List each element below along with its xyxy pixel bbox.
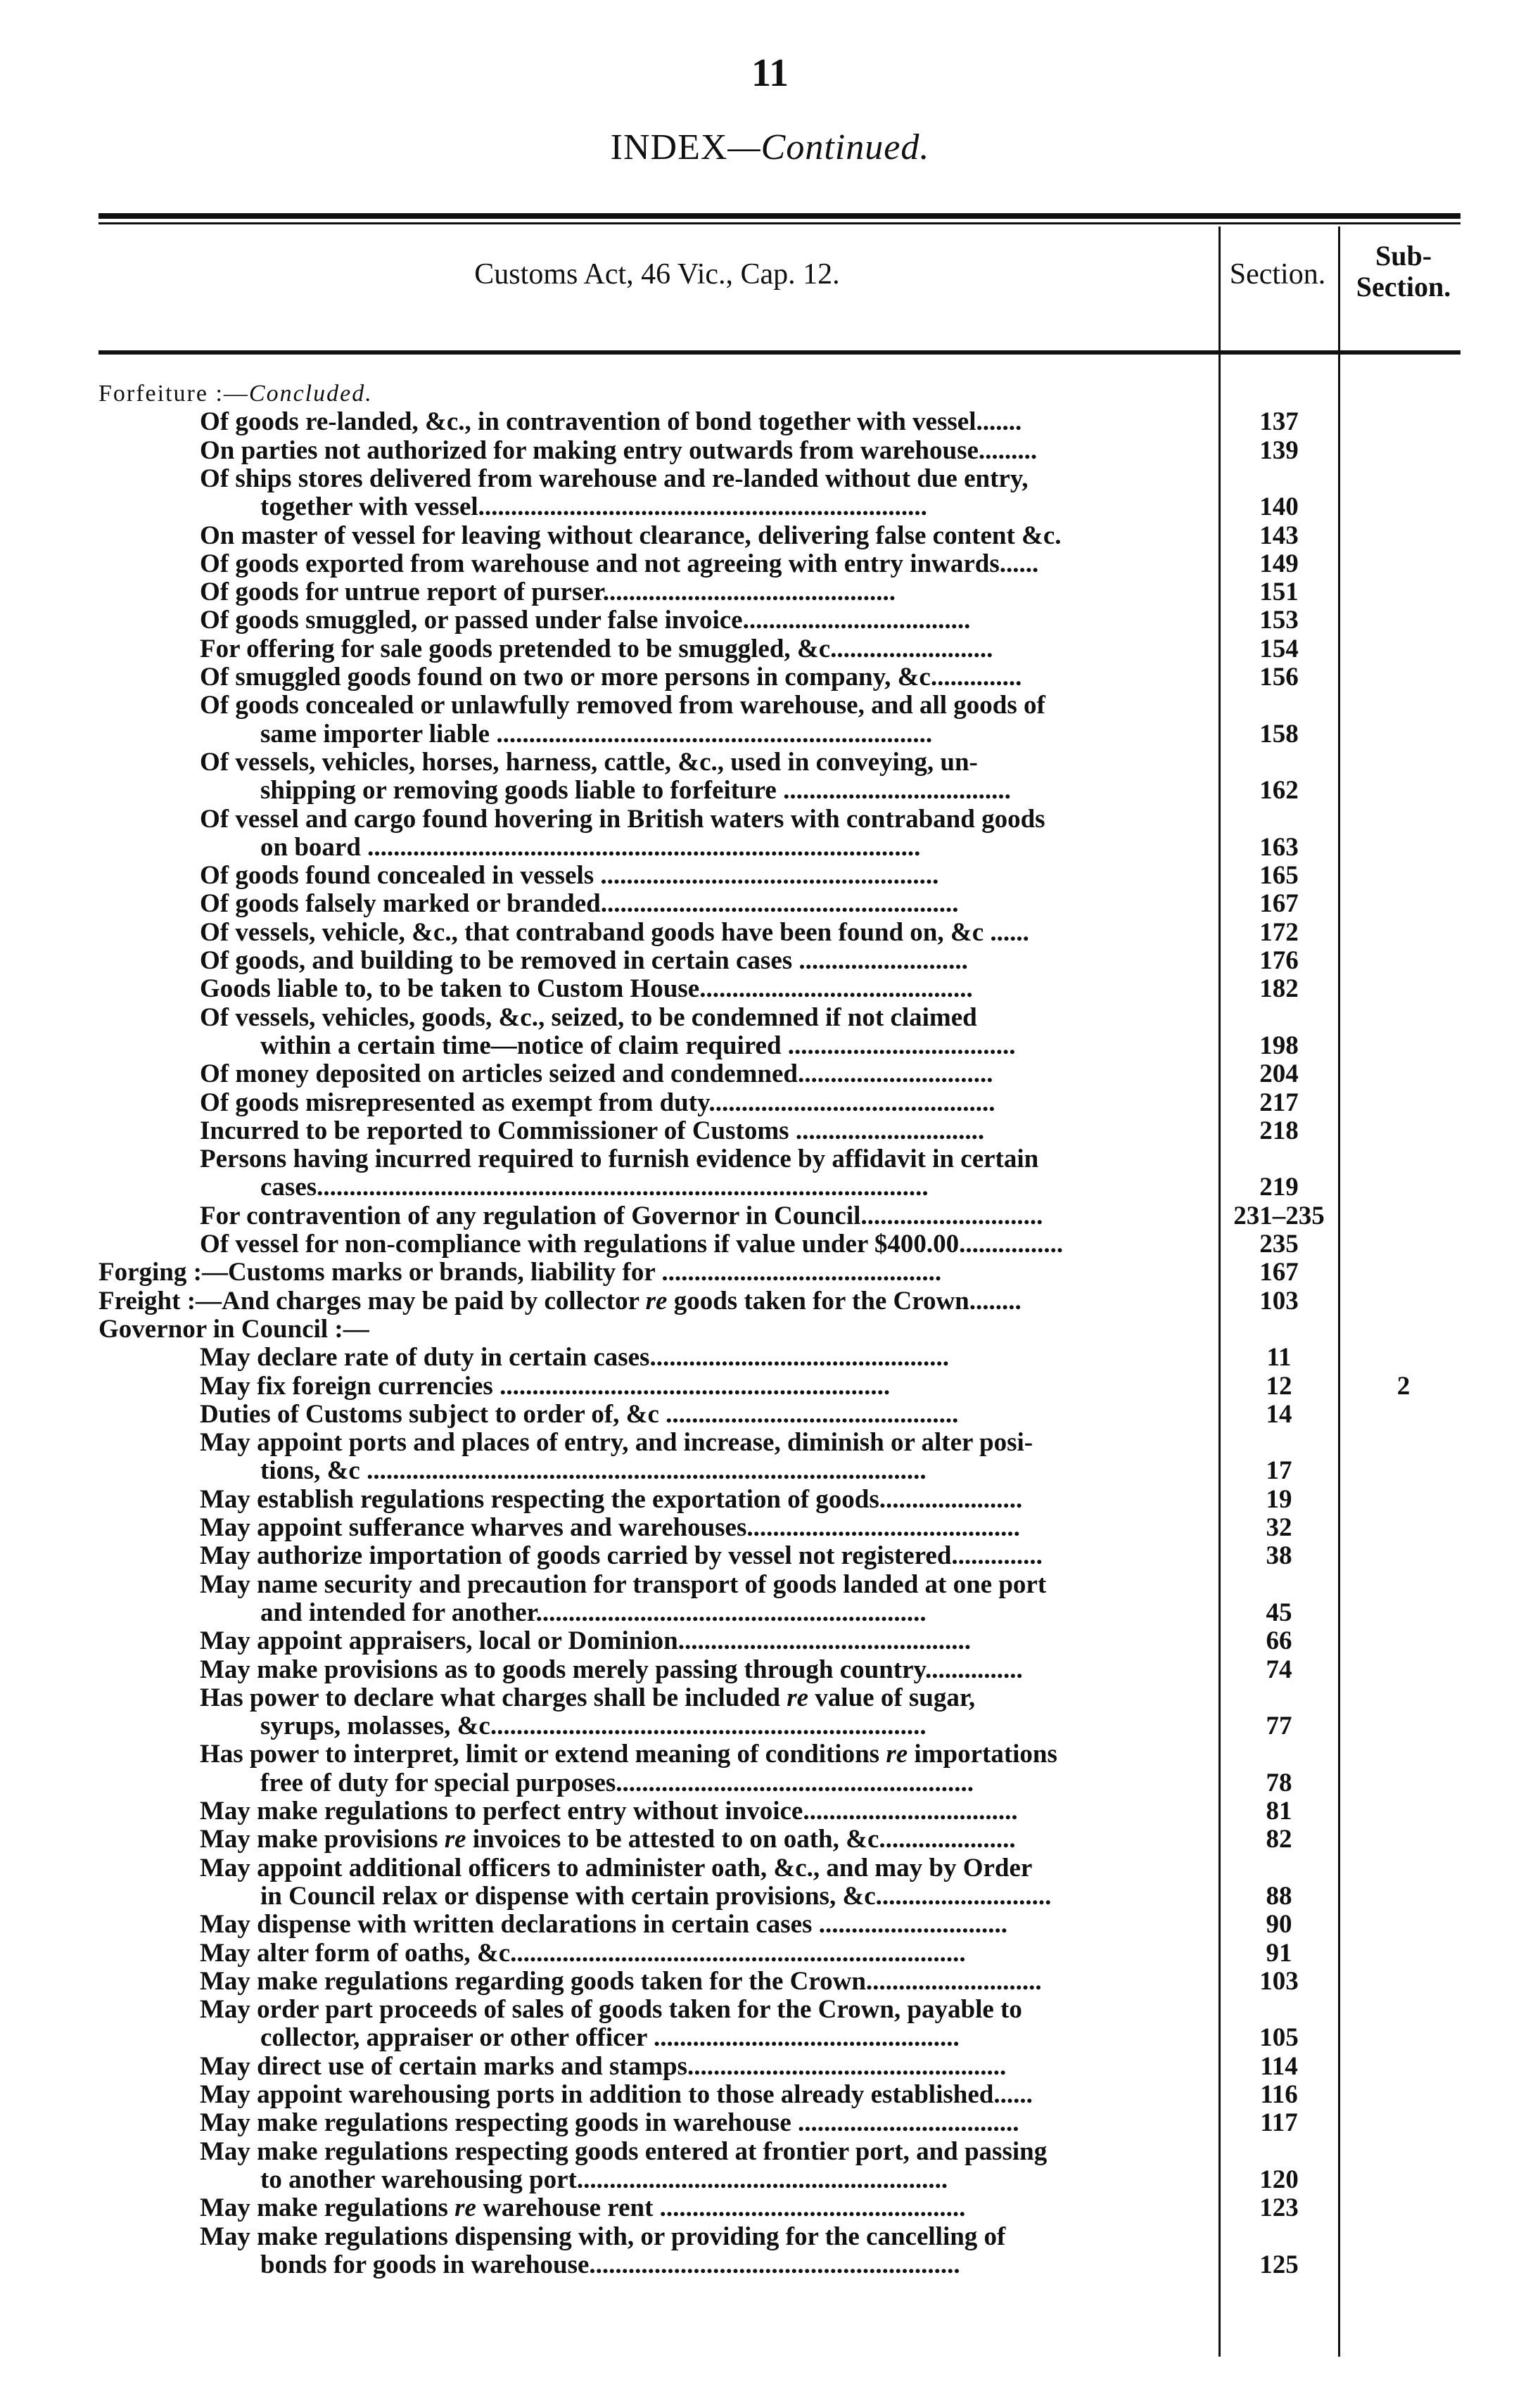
entry-text-part: Duties of Customs subject to order of, &c ............................................. [200,1401,959,1429]
entry-text-part: May appoint appraisers, local or Dominion............................................. [200,1627,971,1655]
index-entry [0,465,1540,493]
index-entry-text [200,1627,1216,1655]
index-entry-text [260,1712,1216,1740]
page-title-suffix: —Continued. [727,127,930,167]
index-entry-text [200,663,1216,692]
index-entry-text [200,550,1216,578]
section-number: 116 [1260,2080,1298,2109]
index-entry [0,1599,1540,1627]
entry-text-part: Of goods smuggled, or passed under false invoice................................... [200,606,971,635]
section-number: 45 [1266,1598,1292,1627]
page-title-main: INDEX [610,127,728,167]
index-entry [0,550,1540,578]
index-entry-text [200,1656,1216,1684]
column-header-act: Customs Act, 46 Vic., Cap. 12. [474,258,840,291]
index-entry-text [200,606,1216,635]
entry-text-part: Persons having incurred required to furnish evidence by affidavit in certain [200,1145,1039,1173]
entry-text-part: and intended for another............................................................ [260,1599,927,1627]
entry-text-part: For contravention of any regulation of Governor in Council............................ [200,1202,1043,1230]
index-entry-text [200,1542,1216,1570]
index-entry-text [200,1571,1216,1599]
entry-text-part: cases.............................................................................................. [260,1173,929,1202]
index-entry [0,834,1540,862]
entry-text-part: Of goods for untrue report of purser............................................. [200,578,896,606]
index-entry [0,2194,1540,2222]
index-entry-text [98,1315,1216,1344]
index-entry [0,1457,1540,1485]
section-number: 77 [1266,1712,1292,1740]
section-number: 154 [1259,635,1299,663]
section-number: 11 [1266,1343,1292,1372]
index-entry-text [98,1259,1216,1287]
entry-text-part: May make provisions [200,1826,445,1854]
entry-text-part: May fix foreign currencies ............................................................ [200,1372,891,1401]
entry-text-part: May appoint warehousing ports in addition to those already established...... [200,2081,1033,2109]
entry-text-part: in Council relax or dispense with certain provisions, &c........................... [260,1882,1052,1911]
index-entry-text [98,1287,1216,1315]
index-entry [0,1769,1540,1797]
section-number: 82 [1266,1825,1292,1854]
index-entry [0,437,1540,465]
index-entry-text [260,1173,1216,1202]
index-entry [0,1401,1540,1429]
entry-text-part: on board ..................................................................................... [260,834,921,862]
index-entry [0,1911,1540,1939]
entry-text-part: free of duty for special purposes....................................................... [260,1769,974,1797]
index-entry [0,919,1540,947]
index-entry [0,606,1540,635]
index-entry-text [200,1429,1216,1457]
entry-text-part: Of goods, and building to be removed in certain cases .......................... [200,947,968,975]
index-entry-text [260,1032,1216,1060]
header-bottom-rule [98,350,1461,355]
index-entry-text [200,522,1216,550]
column-header-section: Section. [1229,258,1326,291]
entry-text-part: warehouse rent ............................................... [476,2194,966,2222]
index-entry [0,1117,1540,1145]
index-entry [0,1372,1540,1401]
index-entry-text [200,1996,1216,2024]
index-entry-text [200,1740,1216,1769]
index-entry-text [260,1769,1216,1797]
section-number: 66 [1266,1626,1292,1655]
section-number: 103 [1259,1967,1299,1996]
index-entry [0,1854,1540,1882]
index-entry-text [200,1372,1216,1401]
section-number: 103 [1259,1287,1299,1315]
entry-italic-part: re [886,1740,908,1769]
entry-text-part: same importer liable ................................................................... [260,720,933,748]
entry-text-part: May name security and precaution for transport of goods landed at one port [200,1571,1047,1599]
index-entry [0,2138,1540,2166]
index-entry-text [200,805,1216,834]
index-entry-text [260,1599,1216,1627]
index-entry [0,1344,1540,1372]
index-entry [0,493,1540,521]
subsection-number: 2 [1396,1372,1411,1401]
entry-text-part: Of vessels, vehicles, horses, harness, cattle, &c., used in conveying, un- [200,748,978,777]
section-number: 167 [1259,889,1299,918]
index-entry-text [98,380,1216,408]
entry-text-part: May make regulations respecting goods in warehouse .................................. [200,2109,1019,2137]
index-entry [0,720,1540,748]
entry-text-part: Has power to interpret, limit or extend meaning of conditions [200,1740,886,1769]
section-number: 139 [1259,436,1299,465]
entry-text-part: Of vessel for non-compliance with regulations if value under $400.00................ [200,1230,1064,1259]
index-entry-text [260,1457,1216,1485]
section-number: 88 [1266,1882,1292,1911]
entry-text-part: For offering for sale goods pretended to be smuggled, &c......................... [200,635,993,663]
index-entry-text [260,2024,1216,2052]
entry-text-part: Of ships stores delivered from warehouse and re-landed without due entry, [200,465,1029,493]
section-number: 117 [1260,2108,1298,2137]
index-entry [0,1968,1540,1996]
entry-text-part: Of goods found concealed in vessels .................................................... [200,862,939,890]
entry-text-part: May appoint ports and places of entry, and increase, diminish or alter posi- [200,1429,1033,1457]
entry-text-part: to another warehousing port......................................................... [260,2166,948,2194]
subsection-label-line2: Section. [1356,271,1451,302]
section-number: 137 [1259,407,1299,436]
entry-text-part: Governor in Council :— [98,1315,369,1344]
entry-text-part: importations [908,1740,1057,1769]
section-number: 218 [1259,1116,1299,1145]
index-entry-text [200,947,1216,975]
index-entry [0,408,1540,436]
index-entry [0,2223,1540,2251]
index-entry-text [200,2223,1216,2251]
section-number: 120 [1259,2165,1299,2194]
index-entry-text [200,1854,1216,1882]
entry-text-part: bonds for goods in warehouse......................................................... [260,2251,960,2279]
index-entry-text [200,1684,1216,1712]
section-number: 172 [1259,918,1299,947]
entry-text-part: Of goods exported from warehouse and not agreeing with entry inwards...... [200,550,1039,578]
column-header-subsection [1341,241,1466,302]
index-entry [0,2166,1540,2194]
index-entry-text [200,748,1216,777]
index-entry-text [260,493,1216,521]
index-entry-text [260,720,1216,748]
index-entry [0,663,1540,692]
section-number: 162 [1259,776,1299,805]
section-number: 149 [1259,549,1299,578]
index-entry [0,1712,1540,1740]
entry-text-part: Of money deposited on articles seized and condemned.............................. [200,1060,993,1088]
index-entry [0,2024,1540,2052]
index-entry [0,1996,1540,2024]
index-entry-text [200,1004,1216,1032]
index-entry [0,1089,1540,1117]
index-entry [0,777,1540,805]
entry-text-part: May order part proceeds of sales of goods taken for the Crown, payable to [200,1996,1022,2024]
index-entry [0,1740,1540,1769]
section-number: 151 [1259,578,1299,606]
index-entry [0,748,1540,777]
index-entry [0,1514,1540,1542]
index-entry [0,2251,1540,2279]
section-number: 167 [1259,1258,1299,1287]
index-entry-text [200,1486,1216,1514]
section-number: 176 [1259,946,1299,975]
section-number: 17 [1266,1456,1292,1485]
index-entry-text [200,437,1216,465]
entry-text-part: goods taken for the Crown........ [667,1287,1022,1315]
index-entry-text [200,1344,1216,1372]
section-number: 91 [1266,1939,1292,1968]
index-entry [0,1032,1540,1060]
index-entry-text [200,578,1216,606]
index-entry-text [200,1911,1216,1939]
header-rule-thin [98,222,1461,224]
index-entry [0,1627,1540,1655]
entry-text-part: Forging :—Customs marks or brands, liability for ........................................... [98,1259,942,1287]
section-number: 153 [1259,606,1299,635]
section-number: 114 [1260,2052,1298,2081]
index-entry [0,2053,1540,2081]
entry-text-part: Of goods concealed or unlawfully removed from warehouse, and all goods of [200,692,1045,720]
index-entry [0,947,1540,975]
section-number: 74 [1266,1655,1292,1684]
section-number: 143 [1259,521,1299,550]
index-entry [0,1287,1540,1315]
index-entry-text [200,2053,1216,2081]
entry-text-part: May declare rate of duty in certain cases.............................................. [200,1344,949,1372]
section-number: 32 [1266,1513,1292,1542]
index-entry-text [200,2194,1216,2222]
index-entry [0,1145,1540,1173]
index-entry-text [200,1117,1216,1145]
index-entry [0,1004,1540,1032]
index-entry-text [200,635,1216,663]
entry-text-part: May make regulations regarding goods taken for the Crown........................... [200,1968,1042,1996]
entry-text-part: Freight :—And charges may be paid by collector [98,1287,646,1315]
index-entry [0,1230,1540,1259]
index-entry-text [200,2109,1216,2137]
index-entry [0,1429,1540,1457]
index-entry [0,890,1540,918]
entry-text-part: Forfeiture :— [98,381,249,407]
index-entry-text [200,2081,1216,2109]
index-entry [0,2109,1540,2137]
index-entry-text [260,777,1216,805]
entry-text-part: May make regulations [200,2194,455,2222]
entry-italic-part: re [454,2194,476,2222]
entry-text-part: May establish regulations respecting the exportation of goods...................... [200,1486,1023,1514]
index-entry-text [200,1145,1216,1173]
section-number: 198 [1259,1031,1299,1060]
index-entry [0,522,1540,550]
section-number: 19 [1266,1485,1292,1514]
entry-text-part: May appoint sufferance wharves and warehouses.......................................... [200,1514,1020,1542]
section-number: 14 [1266,1400,1292,1429]
entry-text-part: May alter form of oaths, &c...................................................................... [200,1939,966,1968]
entry-text-part: Goods liable to, to be taken to Custom House.......................................... [200,975,973,1003]
index-entry-text [200,408,1216,436]
entry-text-part: within a certain time—notice of claim required ................................... [260,1032,1016,1060]
index-entry-text [260,2166,1216,2194]
entry-text-part: May make regulations respecting goods entered at frontier port, and passing [200,2138,1048,2166]
section-number: 163 [1259,833,1299,862]
index-entry-text [200,465,1216,493]
index-entry-text [200,692,1216,720]
section-number: 90 [1266,1910,1292,1939]
entry-text-part: On master of vessel for leaving without clearance, delivering false content &c. [200,522,1062,550]
index-entry-text [200,975,1216,1003]
section-number: 38 [1266,1541,1292,1570]
section-number: 219 [1259,1173,1299,1202]
index-entry [0,1939,1540,1968]
entry-text-part: Of vessels, vehicle, &c., that contraband goods have been found on, &c ...... [200,919,1029,947]
subsection-label-line1: Sub- [1375,240,1432,272]
entry-text-part: syrups, molasses, &c................................................................... [260,1712,927,1740]
entry-text-part: Of smuggled goods found on two or more persons in company, &c.............. [200,663,1022,692]
index-entry-text [260,2251,1216,2279]
index-entry-text [200,1514,1216,1542]
section-number: 217 [1259,1088,1299,1117]
index-entry-text [200,1202,1216,1230]
entry-text-part: invoices to be attested to on oath, &c..................... [466,1826,1016,1854]
index-entry-text [200,1826,1216,1854]
entry-text-part: Of vessels, vehicles, goods, &c., seized, to be condemned if not claimed [200,1004,977,1032]
section-number: 105 [1259,2023,1299,2052]
index-entry-text [200,2138,1216,2166]
index-entry [0,1797,1540,1826]
index-entry [0,1202,1540,1230]
index-entry-text [200,862,1216,890]
entry-text-part: May make regulations to perfect entry without invoice................................. [200,1797,1018,1826]
header-rule-thick [98,213,1461,219]
index-entry-text [200,890,1216,918]
page-number: 11 [751,51,789,95]
index-entry-text [200,1060,1216,1088]
entry-text-part: May authorize importation of goods carried by vessel not registered.............. [200,1542,1043,1570]
entry-text-part: Incurred to be reported to Commissioner of Customs ............................. [200,1117,985,1145]
entry-text-part: value of sugar, [808,1684,976,1712]
index-entry [0,1060,1540,1088]
index-entry [0,2081,1540,2109]
entry-text-part: Of goods falsely marked or branded....................................................... [200,890,959,918]
index-entry [0,635,1540,663]
index-entry [0,1259,1540,1287]
entry-italic-part: re [787,1684,809,1712]
entry-italic-part: re [444,1826,466,1854]
index-entry-text [200,1939,1216,1968]
section-number: 182 [1259,974,1299,1003]
index-entry-text [200,1089,1216,1117]
section-number: 123 [1259,2193,1299,2222]
index-entry [0,1826,1540,1854]
entry-text-part: Has power to declare what charges shall be included [200,1684,787,1712]
index-entry [0,578,1540,606]
entry-text-part: May dispense with written declarations in certain cases ............................. [200,1911,1007,1939]
index-entry-text [260,834,1216,862]
index-entry-text [200,1797,1216,1826]
entry-text-part: On parties not authorized for making entry outwards from warehouse......... [200,437,1038,465]
index-entry-text [200,1968,1216,1996]
section-number: 231–235 [1233,1202,1325,1230]
index-entry [0,805,1540,834]
index-entry [0,1315,1540,1344]
index-entry [0,380,1540,408]
index-entry [0,862,1540,890]
section-number: 156 [1259,663,1299,692]
entry-italic-part: Concluded. [248,381,373,407]
entry-text-part: collector, appraiser or other officer ............................................... [260,2024,960,2052]
index-entry-text [200,1401,1216,1429]
entry-italic-part: re [645,1287,668,1315]
entry-text-part: shipping or removing goods liable to forfeiture ................................... [260,777,1011,805]
entry-text-part: Of vessel and cargo found hovering in British waters with contraband goods [200,805,1045,834]
index-entry [0,1571,1540,1599]
entry-text-part: together with vessel..................................................................... [260,493,927,521]
index-entry-text [200,919,1216,947]
section-number: 12 [1266,1372,1292,1401]
page-title [0,127,1540,168]
index-entry [0,1486,1540,1514]
index-entry-text [200,1230,1216,1259]
index-entry [0,1882,1540,1911]
index-entry [0,1542,1540,1570]
section-number: 78 [1266,1769,1292,1797]
section-number: 140 [1259,492,1299,521]
entry-text-part: May appoint additional officers to administer oath, &c., and may by Order [200,1854,1033,1882]
section-number: 125 [1259,2250,1299,2279]
entry-text-part: May make regulations dispensing with, or providing for the cancelling of [200,2223,1006,2251]
entry-text-part: Of goods re-landed, &c., in contravention of bond together with vessel....... [200,408,1022,436]
section-number: 204 [1259,1059,1299,1088]
section-number: 165 [1259,861,1299,890]
entry-text-part: tions, &c ...................................................................................... [260,1457,927,1485]
index-entry [0,1684,1540,1712]
index-entry [0,692,1540,720]
index-entry-text [260,1882,1216,1911]
entry-text-part: Of goods misrepresented as exempt from duty............................................ [200,1089,995,1117]
index-entry [0,1656,1540,1684]
index-entry [0,975,1540,1003]
entry-text-part: May direct use of certain marks and stamps................................................. [200,2053,1007,2081]
section-number: 235 [1259,1230,1299,1259]
entry-text-part: May make provisions as to goods merely passing through country............... [200,1656,1023,1684]
index-entry [0,1173,1540,1202]
section-number: 158 [1259,720,1299,748]
section-number: 81 [1266,1797,1292,1826]
